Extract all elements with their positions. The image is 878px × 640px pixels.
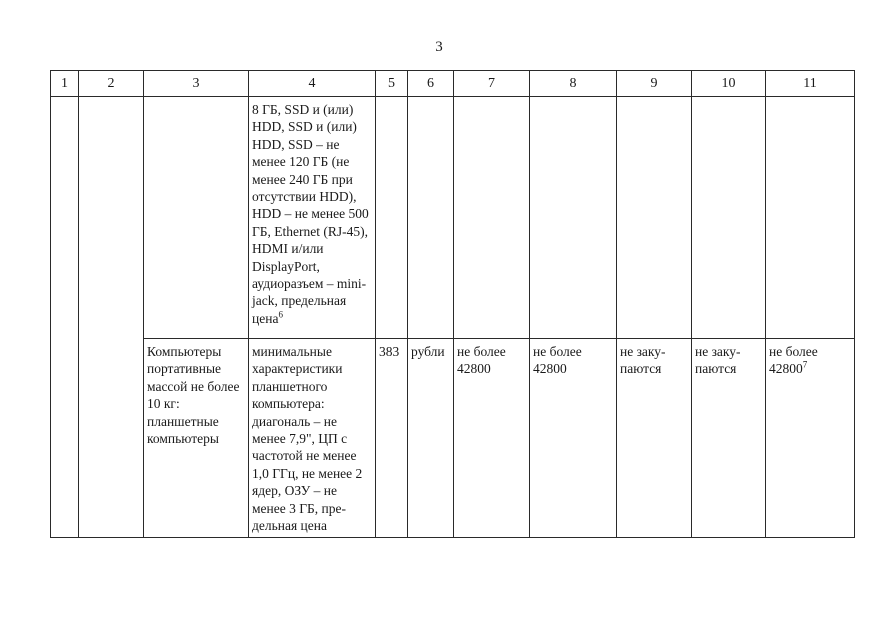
cell-value-col-10: не заку-паются	[692, 339, 766, 538]
header-col-7: 7	[454, 71, 530, 97]
footnote-marker: 7	[802, 359, 808, 370]
requirements-table	[50, 70, 855, 538]
cell-value-col-8: не более 42800	[530, 339, 617, 538]
page-number: 3	[435, 39, 443, 55]
cell-col-6	[408, 97, 454, 339]
header-col-10: 10	[692, 71, 766, 97]
cell-characteristics: минимальные характеристики планшетного компьютера: диагональ – не менее 7,9", ЦП с частотой не менее 1,0 ГГц, не менее 2 ядер, ОЗУ – не менее 3 ГБ, пре-дельная цена	[249, 339, 376, 538]
cell-col-5	[376, 97, 408, 339]
header-col-11: 11	[766, 71, 855, 97]
footnote-marker: 6	[278, 309, 283, 320]
cell-value-col-7: не более 42800	[454, 339, 530, 538]
cell-col-8	[530, 97, 617, 339]
cell-unit-name: рубли	[408, 339, 454, 538]
table-row-continuation	[51, 97, 855, 339]
continuation-spec-text: 8 ГБ, SSD и (или) HDD, SSD и (или) HDD, SSD – не менее 120 ГБ (не менее 240 ГБ при отсутствии HDD), HDD – не менее 500 ГБ, Ethernet (RJ-45), HDMI и/или DisplayPort, аудиоразъем – mini-jack, предельная цена	[252, 102, 369, 326]
cell-col-2	[79, 97, 144, 538]
cell-product-name: Компьютеры портативные массой не более 10 кг: планшетные компьютеры	[144, 339, 249, 538]
cell-col-4-continuation	[249, 97, 376, 339]
price-limit-text: не более 42800	[769, 344, 818, 377]
header-row	[51, 71, 855, 97]
cell-value-col-11	[766, 339, 855, 538]
table-row-tablets	[51, 339, 855, 538]
header-col-6: 6	[408, 71, 454, 97]
header-col-5: 5	[376, 71, 408, 97]
cell-col-7	[454, 97, 530, 339]
cell-unit-code: 383	[376, 339, 408, 538]
header-col-8: 8	[530, 71, 617, 97]
cell-col-10	[692, 97, 766, 339]
header-col-9: 9	[617, 71, 692, 97]
header-col-2: 2	[79, 71, 144, 97]
header-col-4: 4	[249, 71, 376, 97]
header-col-3: 3	[144, 71, 249, 97]
cell-col-9	[617, 97, 692, 339]
cell-col-1	[51, 97, 79, 538]
cell-value-col-9: не заку-паются	[617, 339, 692, 538]
header-col-1: 1	[51, 71, 79, 97]
cell-col-3	[144, 97, 249, 339]
cell-col-11	[766, 97, 855, 339]
